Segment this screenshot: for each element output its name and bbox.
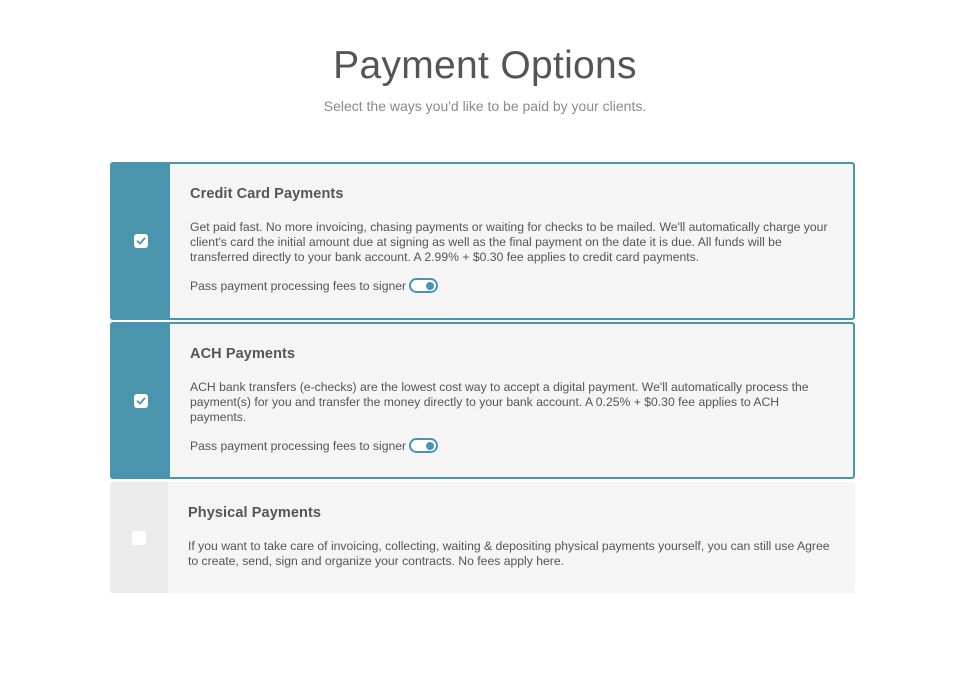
credit-card-option-body (170, 164, 853, 318)
physical-option-body (168, 482, 855, 593)
ach-option-side (112, 324, 170, 477)
physical-title: Physical Payments (188, 505, 322, 521)
ach-option-card[interactable] (110, 322, 855, 479)
credit-card-fee-label: Pass payment processing fees to signer (190, 278, 407, 293)
credit-card-fee-row (190, 278, 833, 293)
check-icon (136, 396, 146, 406)
ach-description: ACH bank transfers (e-checks) are the lowest cost way to accept a digital payment. We'll automatically process the payment(s) for you and transfer the money directly to your bank account. A 0.25% + $0.30 fee applies to ACH payments. (190, 380, 809, 424)
ach-fee-label: Pass payment processing fees to signer (190, 438, 407, 453)
credit-card-title: Credit Card Payments (190, 186, 344, 202)
physical-option-side (110, 482, 168, 593)
toggle-knob (426, 282, 434, 290)
credit-card-option-side (112, 164, 170, 318)
page-title: Payment Options (333, 44, 637, 87)
credit-card-option-card[interactable] (110, 162, 855, 320)
check-icon (136, 236, 146, 246)
credit-card-description: Get paid fast. No more invoicing, chasing payments or waiting for checks to be mailed. We'll automatically charge your client's card the initial amount due at signing as well as the final payment on the date it is due. All funds will be transferred directly to your bank account. A 2.99% + $0.30 fee applies to credit card payments. (190, 220, 828, 264)
ach-fee-toggle[interactable] (409, 438, 438, 453)
ach-option-body (170, 324, 853, 477)
ach-checkbox[interactable] (134, 394, 148, 408)
ach-fee-row (190, 438, 833, 453)
credit-card-fee-toggle[interactable] (409, 278, 438, 293)
physical-description: If you want to take care of invoicing, collecting, waiting & depositing physical payments yourself, you can still use Agree to create, send, sign and organize your contracts. No fees apply here. (188, 539, 830, 568)
toggle-knob (426, 442, 434, 450)
ach-title: ACH Payments (190, 346, 296, 362)
physical-option-card[interactable] (110, 482, 855, 593)
page-subtitle: Select the ways you'd like to be paid by your clients. (323, 98, 647, 114)
credit-card-checkbox[interactable] (134, 234, 148, 248)
physical-checkbox[interactable] (132, 531, 146, 545)
